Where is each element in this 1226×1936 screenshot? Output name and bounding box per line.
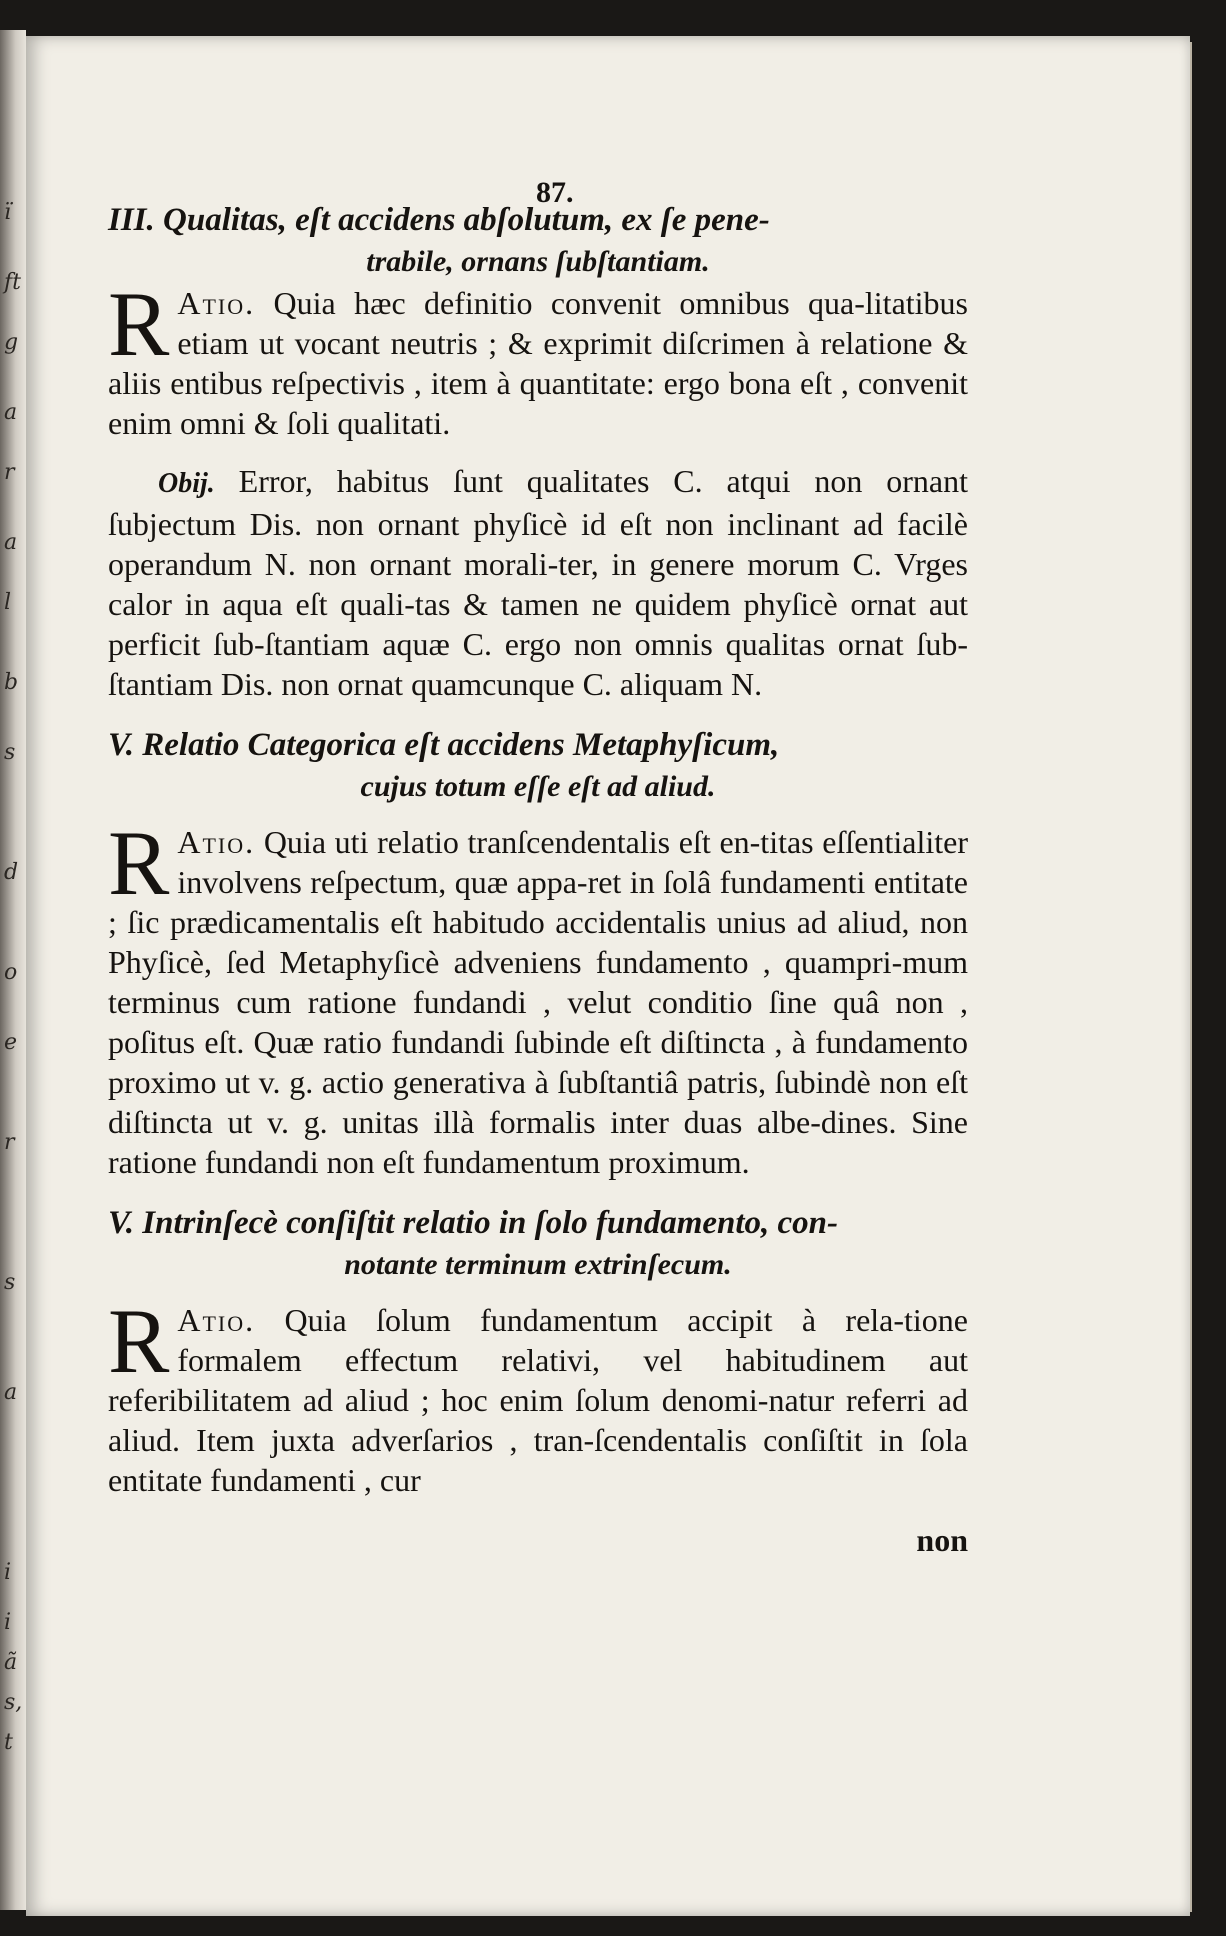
ratio-paragraph bbox=[108, 273, 969, 443]
ratio-body: Quia uti relatio tranſcendentalis eſt en-titas eſſentialiter involvens reſpectum, quæ appa-ret in ſolâ fundamenti entitate ; ſic prædicamentalis eſt habitudo accidentalis unius ad aliud, non Phyſicè, ſed Metaphyſicè adveniens fundamento , quampri-mum terminus cum ratione fundandi , velut conditio ſine quâ non , poſitus eſt. Quæ ratio fundandi ſubinde eſt diſtincta , à fundamento proximo ut v. g. actio generativa à ſubſtantiâ patris, ſubindè non eſt diſtincta ut v. g. unitas illà formalis inter duas albe-dines. Sine ratione fundandi non eſt fundamentum proximum. bbox=[108, 824, 969, 1180]
margin-fragment: o bbox=[4, 960, 18, 985]
section-heading-text: Relatio Categorica eſt accidens Metaphyſicum, bbox=[142, 727, 780, 763]
margin-fragment: a bbox=[4, 530, 18, 555]
margin-fragment: i bbox=[4, 1610, 12, 1635]
ratio-label: Atio. bbox=[177, 285, 256, 321]
section-heading-tail: trabile, ornans ſubſtantiam. bbox=[366, 245, 710, 278]
section-heading-tail: notante terminum extrinſecum. bbox=[344, 1248, 732, 1281]
margin-fragment: ft bbox=[4, 270, 21, 295]
left-margin-fragments bbox=[2, 30, 24, 1910]
objection-paragraph bbox=[108, 461, 968, 704]
section-heading bbox=[108, 199, 968, 283]
margin-fragment: i bbox=[4, 1560, 12, 1585]
section-heading-text: Qualitas, eſt accidens abſolutum, ex ſe pene- bbox=[163, 202, 770, 238]
ratio-label: Atio. bbox=[177, 1302, 256, 1338]
margin-fragment: s bbox=[4, 740, 16, 765]
section-heading bbox=[108, 724, 968, 808]
margin-fragment: e bbox=[4, 1030, 18, 1055]
margin-fragment: a bbox=[4, 400, 18, 425]
ratio-body: Quia hæc definitio convenit omnibus qua-litatibus etiam ut vocant neutris ; & exprimit diſcrimen à relatione & aliis entibus reſpectivis , item à quantitate: ergo bona eſt , convenit enim omni & ſoli qualitati. bbox=[108, 285, 969, 441]
margin-fragment: s bbox=[4, 1270, 16, 1295]
section-heading-text: Intrinſecè conſiſtit relatio in ſolo fundamento, con- bbox=[142, 1205, 839, 1241]
margin-fragment: g bbox=[4, 330, 19, 355]
margin-fragment: r bbox=[4, 460, 15, 485]
margin-fragment: t bbox=[4, 1730, 13, 1755]
margin-fragment: b bbox=[4, 670, 19, 695]
ratio-paragraph bbox=[108, 1290, 969, 1500]
margin-fragment: s, bbox=[4, 1690, 23, 1715]
ratio-label: Atio. bbox=[177, 824, 256, 860]
margin-fragment: r bbox=[4, 1130, 15, 1155]
section-heading-tail: cujus totum eſſe eſt ad aliud. bbox=[360, 770, 716, 803]
page-number: 87. bbox=[536, 176, 574, 209]
drop-cap: R bbox=[108, 1290, 170, 1392]
drop-cap: R bbox=[108, 812, 170, 914]
objection-label: Obij. bbox=[158, 468, 215, 499]
catchword: non bbox=[916, 1522, 968, 1558]
ratio-paragraph bbox=[108, 812, 969, 1182]
page-text bbox=[108, 165, 968, 1560]
margin-fragment: ï bbox=[4, 200, 12, 225]
section-heading bbox=[108, 1202, 968, 1286]
section-numeral: V. bbox=[108, 1205, 135, 1241]
section-numeral: V. bbox=[108, 727, 135, 763]
margin-fragment: d bbox=[4, 860, 19, 885]
left-page-edge bbox=[0, 30, 26, 1910]
section-numeral: III. bbox=[108, 202, 155, 238]
drop-cap: R bbox=[108, 273, 170, 375]
objection-body: Error, habitus ſunt qualitates C. atqui non ornant ſubjectum Dis. non ornant phyſicè id eſt non inclinant ad facilè operandum N. non ornant morali-ter, in genere morum C. Vrges calor in aqua eſt quali-tas & tamen ne quidem phyſicè ornat aut perficit ſub-ſtantiam aquæ C. ergo non omnis qualitas ornat ſub-ſtantiam Dis. non ornat quamcunque C. aliquam N. bbox=[108, 463, 969, 702]
margin-fragment: a bbox=[4, 1380, 18, 1405]
margin-fragment: ã bbox=[4, 1650, 18, 1675]
margin-fragment: l bbox=[4, 590, 12, 615]
ratio-body: Quia ſolum fundamentum accipit à rela-tione formalem effectum relativi, vel habitudinem aut referibilitatem ad aliud ; hoc enim ſolum denomi-natur referri ad aliud. Item juxta adverſarios , tran-ſcendentalis conſiſtit in ſola entitate fundamenti , cur bbox=[108, 1302, 969, 1498]
